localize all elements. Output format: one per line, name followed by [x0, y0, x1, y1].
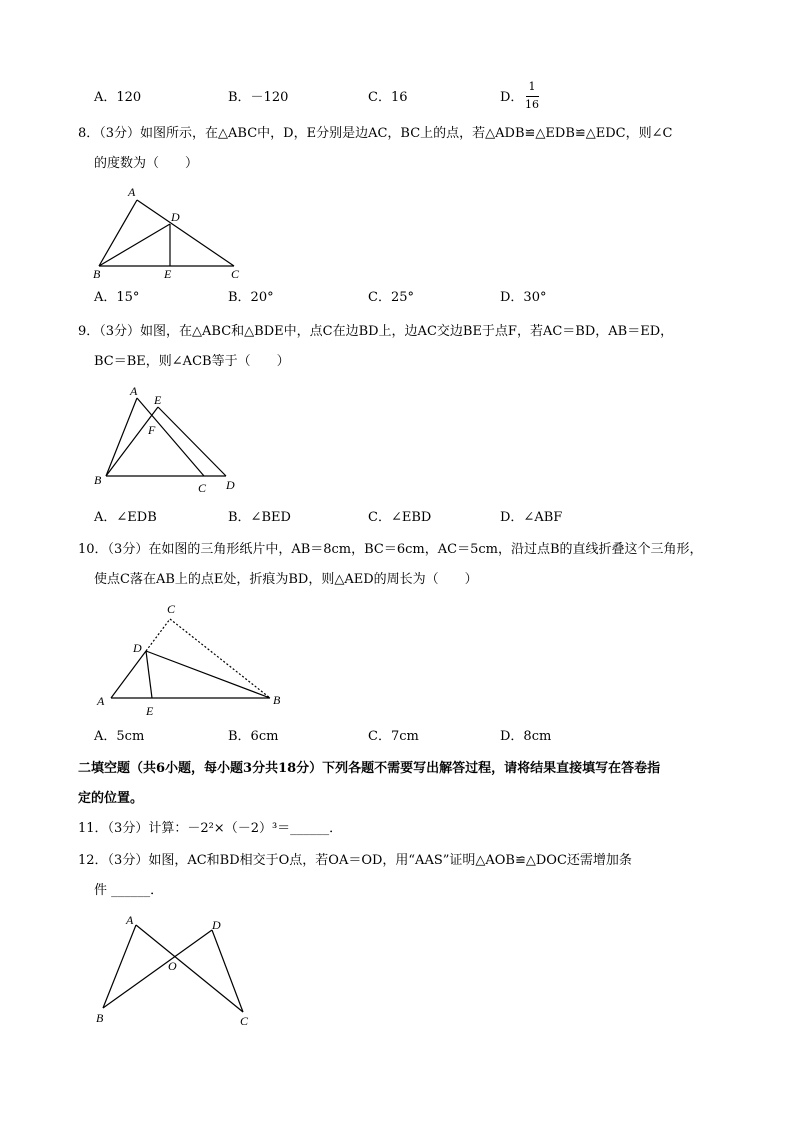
- q10-label-b: B: [273, 693, 281, 707]
- q7-option-a: A．120: [94, 90, 142, 105]
- q8-label-c: C: [231, 267, 240, 281]
- q8-label-d: D: [171, 210, 180, 224]
- q9-label-c: C: [198, 481, 207, 495]
- q8-stem-line1: 8．（3分）如图所示，在△ABC中，D，E分别是边AC，BC上的点，若△ADB≌△EDB≌△EDC，则∠C: [78, 126, 673, 141]
- q9-label-d: D: [226, 478, 235, 492]
- q9-stem-line2: BC＝BE，则∠ACB等于（ ）: [94, 354, 290, 369]
- q8-stem-line2: 的度数为（ ）: [94, 156, 199, 171]
- q8-label-e: E: [164, 267, 172, 281]
- q9-stem-line1: 9．（3分）如图，在△ABC和△BDE中，点C在边BD上，边AC交边BE于点F，若AC＝BD，AB＝ED，: [78, 324, 674, 339]
- q12-label-o: O: [168, 959, 177, 973]
- q7-option-b: B．－120: [228, 90, 289, 105]
- q8-label-b: B: [93, 267, 101, 281]
- q8-label-a: A: [128, 185, 136, 199]
- q10-label-c: C: [167, 602, 176, 616]
- q12-label-c: C: [240, 1014, 249, 1028]
- q10-stem-line1: 10．（3分）在如图的三角形纸片中，AB＝8cm，BC＝6cm，AC＝5cm，沿过点B的直线折叠这个三角形，: [78, 542, 703, 557]
- q10-label-a: A: [97, 694, 105, 708]
- q12-stem-line1: 12．（3分）如图，AC和BD相交于O点，若OA＝OD，用“AAS”证明△AOB≌△DOC还需增加条: [78, 853, 632, 868]
- q10-option-c: C．7cm: [368, 729, 419, 744]
- q7-option-c: C．16: [368, 90, 408, 105]
- q8-option-d: D．30°: [500, 290, 547, 305]
- q7-fraction-denominator: 16: [525, 98, 539, 111]
- q9-label-b: B: [94, 473, 102, 487]
- q9-label-e: E: [154, 393, 162, 407]
- q12-label-d: D: [212, 918, 221, 932]
- q8-option-b: B．20°: [228, 290, 274, 305]
- q8-option-a: A．15°: [94, 290, 140, 305]
- q10-label-e: E: [146, 704, 154, 718]
- section2-heading-line2: 定的位置。: [78, 791, 144, 806]
- q9-option-c: C．∠EBD: [368, 510, 432, 525]
- q8-option-c: C．25°: [368, 290, 414, 305]
- q12-label-a: A: [126, 913, 134, 927]
- q7-fraction-bar: [526, 96, 539, 97]
- q9-option-d: D．∠ABF: [500, 510, 563, 525]
- q10-option-a: A．5cm: [94, 729, 145, 744]
- q10-option-b: B．6cm: [228, 729, 279, 744]
- section2-heading-line1: 二填空题（共6小题，每小题3分共18分）下列各题不需要写出解答过程，请将结果直接填写在答卷指: [78, 761, 661, 776]
- q9-label-f: F: [148, 423, 156, 437]
- q11-text: 11．（3分）计算：－2²×（－2）³＝______．: [78, 821, 343, 836]
- q9-option-b: B．∠BED: [228, 510, 291, 525]
- q12-label-b: B: [96, 1011, 104, 1025]
- q10-label-d: D: [133, 641, 142, 655]
- q10-option-d: D．8cm: [500, 729, 552, 744]
- q7-fraction-numerator: 1: [528, 80, 536, 93]
- q9-option-a: A．∠EDB: [94, 510, 157, 525]
- q7-option-d: D．: [500, 90, 524, 105]
- q9-label-a: A: [130, 384, 138, 398]
- q10-stem-line2: 使点C落在AB上的点E处，折痕为BD，则△AED的周长为（ ）: [94, 572, 478, 587]
- q12-stem-line2: 件 ______．: [94, 883, 164, 898]
